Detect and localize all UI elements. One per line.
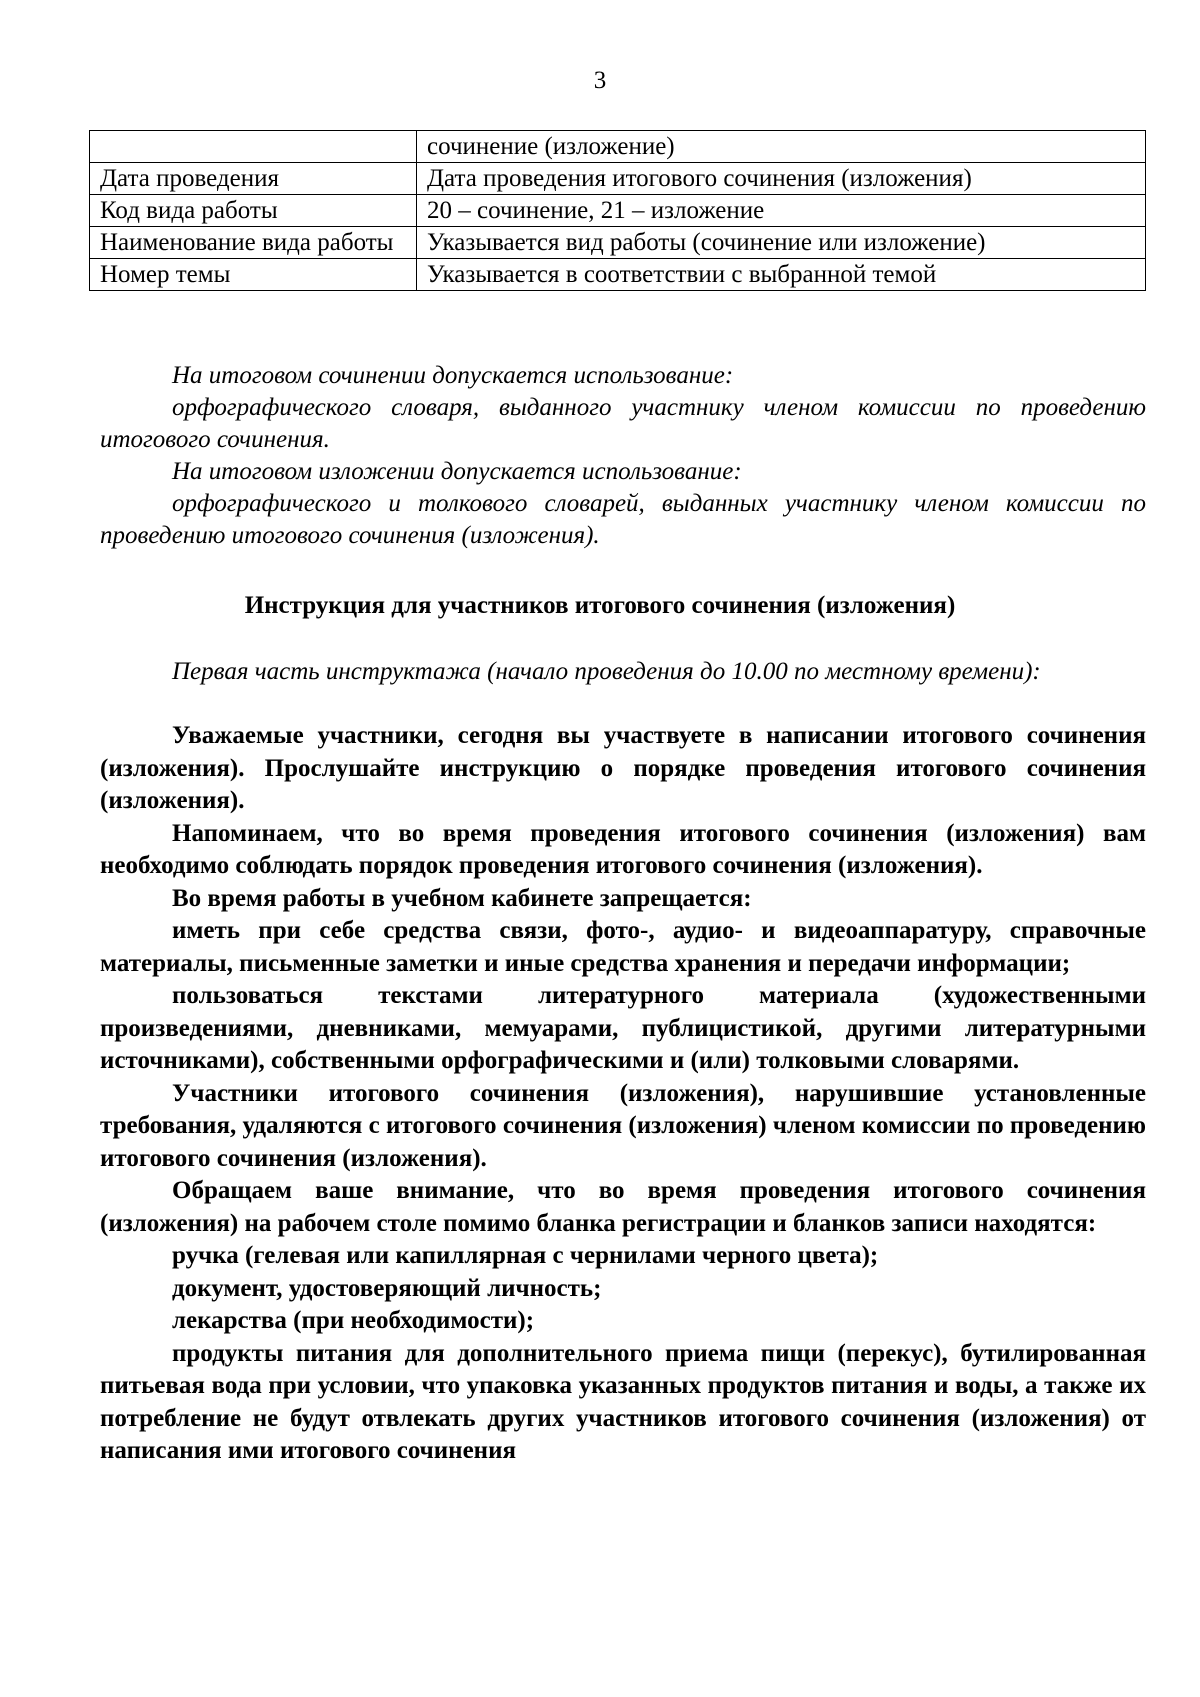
section-heading: Инструкция для участников итогового сочинения (изложения) bbox=[244, 592, 956, 619]
table-row bbox=[90, 131, 1146, 163]
table-cell-value: Указывается в соответствии с выбранной темой bbox=[417, 259, 1146, 291]
table-cell-label: Код вида работы bbox=[90, 195, 417, 227]
body-paragraph: Обращаем ваше внимание, что во время проведения итогового сочинения (изложения) на рабочем столе помимо бланка регистрации и бланков записи находятся: bbox=[100, 1177, 1146, 1237]
body-paragraph: Участники итогового сочинения (изложения), нарушившие установленные требования, удаляются с итогового сочинения (изложения) членом комиссии по проведению итогового сочинения (изложения). bbox=[100, 1079, 1146, 1172]
table-row bbox=[90, 195, 1146, 227]
body-paragraph: документ, удостоверяющий личность; bbox=[172, 1274, 602, 1302]
body-paragraph: лекарства (при необходимости); bbox=[172, 1307, 535, 1334]
body-paragraph: иметь при себе средства связи, фото-, аудио- и видеоаппаратуру, справочные материалы, письменные заметки и иные средства хранения и передачи информации; bbox=[100, 917, 1146, 977]
body-paragraph: пользоваться текстами литературного материала (художественными произведениями, дневниками, мемуарами, публицистикой, другими литературными источниками), собственными орфографическими и (или) толковыми словарями. bbox=[100, 982, 1146, 1074]
essay-allowed-item: орфографического словаря, выданного участнику членом комиссии по проведению итогового сочинения. bbox=[100, 394, 1146, 453]
usage-notes bbox=[100, 360, 1146, 552]
table-cell-value: сочинение (изложение) bbox=[417, 131, 1146, 163]
body-paragraph: продукты питания для дополнительного приема пищи (перекус), бутилированная питьевая вода при условии, что упаковка указанных продуктов питания и воды, а также их потребление не будут отвлекать других участников итогового сочинения (изложения) от написания ими итогового сочинения bbox=[100, 1339, 1146, 1464]
instruction-body bbox=[100, 720, 1146, 1468]
table-cell-value: Указывается вид работы (сочинение или изложение) bbox=[417, 227, 1146, 259]
instruction-intro bbox=[100, 655, 1146, 688]
table-cell-value: 20 – сочинение, 21 – изложение bbox=[417, 195, 1146, 227]
info-table bbox=[89, 130, 1146, 291]
instruction-intro-text: Первая часть инструктажа (начало проведения до 10.00 по местному времени): bbox=[172, 658, 1041, 685]
body-paragraph: ручка (гелевая или капиллярная с чернилами черного цвета); bbox=[172, 1242, 879, 1269]
table-cell-label bbox=[90, 131, 417, 163]
table-row bbox=[90, 259, 1146, 291]
body-paragraph: Напоминаем, что во время проведения итогового сочинения (изложения) вам необходимо соблюдать порядок проведения итогового сочинения (изложения). bbox=[100, 819, 1146, 879]
body-paragraph: Во время работы в учебном кабинете запрещается: bbox=[172, 884, 752, 912]
exposition-allowed-item: орфографического и толкового словарей, выданных участнику членом комиссии по проведению итогового сочинения (изложения). bbox=[100, 490, 1146, 549]
body-paragraph: Уважаемые участники, сегодня вы участвуете в написании итогового сочинения (изложения). Прослушайте инструкцию о порядке проведения итогового сочинения (изложения). bbox=[100, 722, 1146, 814]
table-row bbox=[90, 163, 1146, 195]
table-cell-label: Номер темы bbox=[90, 259, 417, 291]
page-number: 3 bbox=[593, 67, 607, 94]
table-cell-value: Дата проведения итогового сочинения (изложения) bbox=[417, 163, 1146, 195]
table-cell-label: Дата проведения bbox=[90, 163, 417, 195]
essay-allowed-intro: На итоговом сочинении допускается использование: bbox=[172, 362, 734, 389]
table-row bbox=[90, 227, 1146, 259]
exposition-allowed-intro: На итоговом изложении допускается использование: bbox=[172, 458, 742, 485]
table-cell-label: Наименование вида работы bbox=[90, 227, 417, 259]
